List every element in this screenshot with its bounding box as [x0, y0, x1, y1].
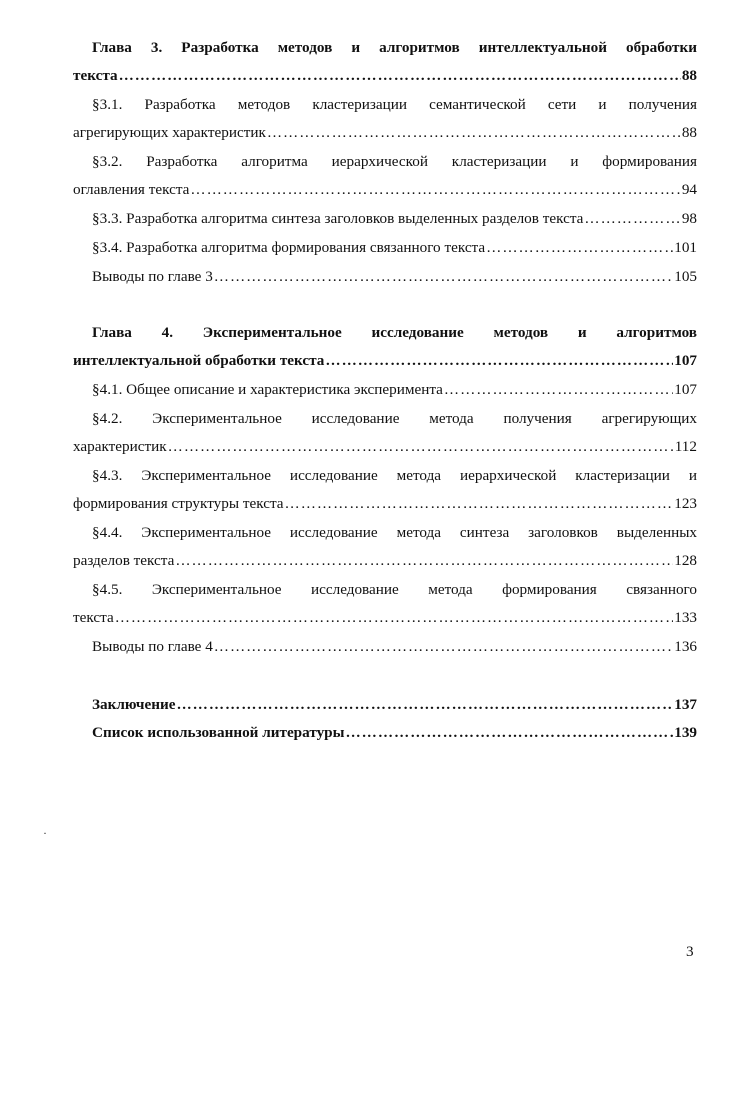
s43-page: 123: [674, 495, 697, 512]
dot-leader: [214, 267, 673, 287]
s42-line1: §4.2. Экспериментальное исследование метода получения агрегирующих: [92, 410, 697, 427]
chapter3-title-line2: [73, 66, 697, 86]
s33-text: §3.3. Разработка алгоритма синтеза заголовков выделенных разделов текста: [92, 210, 584, 227]
references-page: 139: [674, 724, 697, 741]
references-text: Список использованной литературы: [92, 724, 345, 741]
s43-text: формирования структуры текста: [73, 495, 284, 512]
dot-leader: [214, 637, 673, 657]
s44-line1: §4.4. Экспериментальное исследование метода синтеза заголовков выделенных: [92, 524, 697, 541]
dot-leader: [267, 123, 681, 143]
s41-page: 107: [674, 381, 697, 398]
s44-text: разделов текста: [73, 552, 175, 569]
s43-line2: [73, 494, 697, 514]
s31-line1: §3.1. Разработка методов кластеризации семантической сети и получения: [92, 96, 697, 113]
dot-leader: [175, 551, 673, 571]
s34-text: §3.4. Разработка алгоритма формирования связанного текста: [92, 239, 486, 256]
conc4-page: 136: [674, 638, 697, 655]
s33-entry: [92, 209, 697, 229]
s41-entry: [92, 380, 697, 400]
references-entry: [92, 723, 697, 743]
chapter4-title-line1: Глава 4. Экспериментальное исследование методов и алгоритмов: [92, 324, 697, 341]
conc4-text: Выводы по главе 4: [92, 638, 213, 655]
dot-leader: [176, 695, 673, 715]
s34-entry: [92, 238, 697, 258]
dot-leader: [285, 494, 674, 514]
dot-leader: [115, 608, 674, 628]
conc3-page: 105: [674, 268, 697, 285]
chapter3-title-text: текста: [73, 67, 118, 84]
conc4-entry: [92, 637, 697, 657]
s32-line1: §3.2. Разработка алгоритма иерархической кластеризации и формирования: [92, 153, 697, 170]
s44-line2: [73, 551, 697, 571]
conclusion-entry: [92, 695, 697, 715]
page-number: 3: [686, 943, 694, 960]
s42-text: характеристик: [73, 438, 167, 455]
s31-text: агрегирующих характеристик: [73, 124, 266, 141]
chapter4-title-line2: [73, 351, 697, 371]
s42-line2: [73, 437, 697, 457]
dot-leader: [168, 437, 674, 457]
s45-text: текста: [73, 609, 114, 626]
s41-text: §4.1. Общее описание и характеристика эксперимента: [92, 381, 443, 398]
chapter4-title-text: интеллектуальной обработки текста: [73, 352, 325, 369]
s44-page: 128: [674, 552, 697, 569]
dot-leader: [486, 238, 673, 258]
dot-leader: [444, 380, 673, 400]
chapter3-page: 88: [681, 67, 697, 84]
s34-page: 101: [674, 239, 697, 256]
dot-leader: [345, 723, 673, 743]
s42-page: 112: [674, 438, 697, 455]
conclusion-text: Заключение: [92, 696, 176, 713]
s32-text: оглавления текста: [73, 181, 190, 198]
s32-line2: [73, 180, 697, 200]
conclusion-page: 137: [674, 696, 697, 713]
conc3-text: Выводы по главе 3: [92, 268, 213, 285]
dot-leader: [119, 66, 681, 86]
s45-line1: §4.5. Экспериментальное исследование метода формирования связанного: [92, 581, 697, 598]
scan-speck: ·: [43, 826, 47, 840]
s31-page: 88: [681, 124, 697, 141]
dot-leader: [325, 351, 673, 371]
s43-line1: §4.3. Экспериментальное исследование метода иерархической кластеризации и: [92, 467, 697, 484]
s45-line2: [73, 608, 697, 628]
s45-page: 133: [674, 609, 697, 626]
s33-page: 98: [681, 210, 697, 227]
chapter3-title-line1: Глава 3. Разработка методов и алгоритмов интеллектуальной обработки: [92, 39, 697, 56]
dot-leader: [584, 209, 680, 229]
s31-line2: [73, 123, 697, 143]
chapter4-page: 107: [674, 352, 697, 369]
conc3-entry: [92, 267, 697, 287]
s32-page: 94: [681, 181, 697, 198]
dot-leader: [190, 180, 680, 200]
